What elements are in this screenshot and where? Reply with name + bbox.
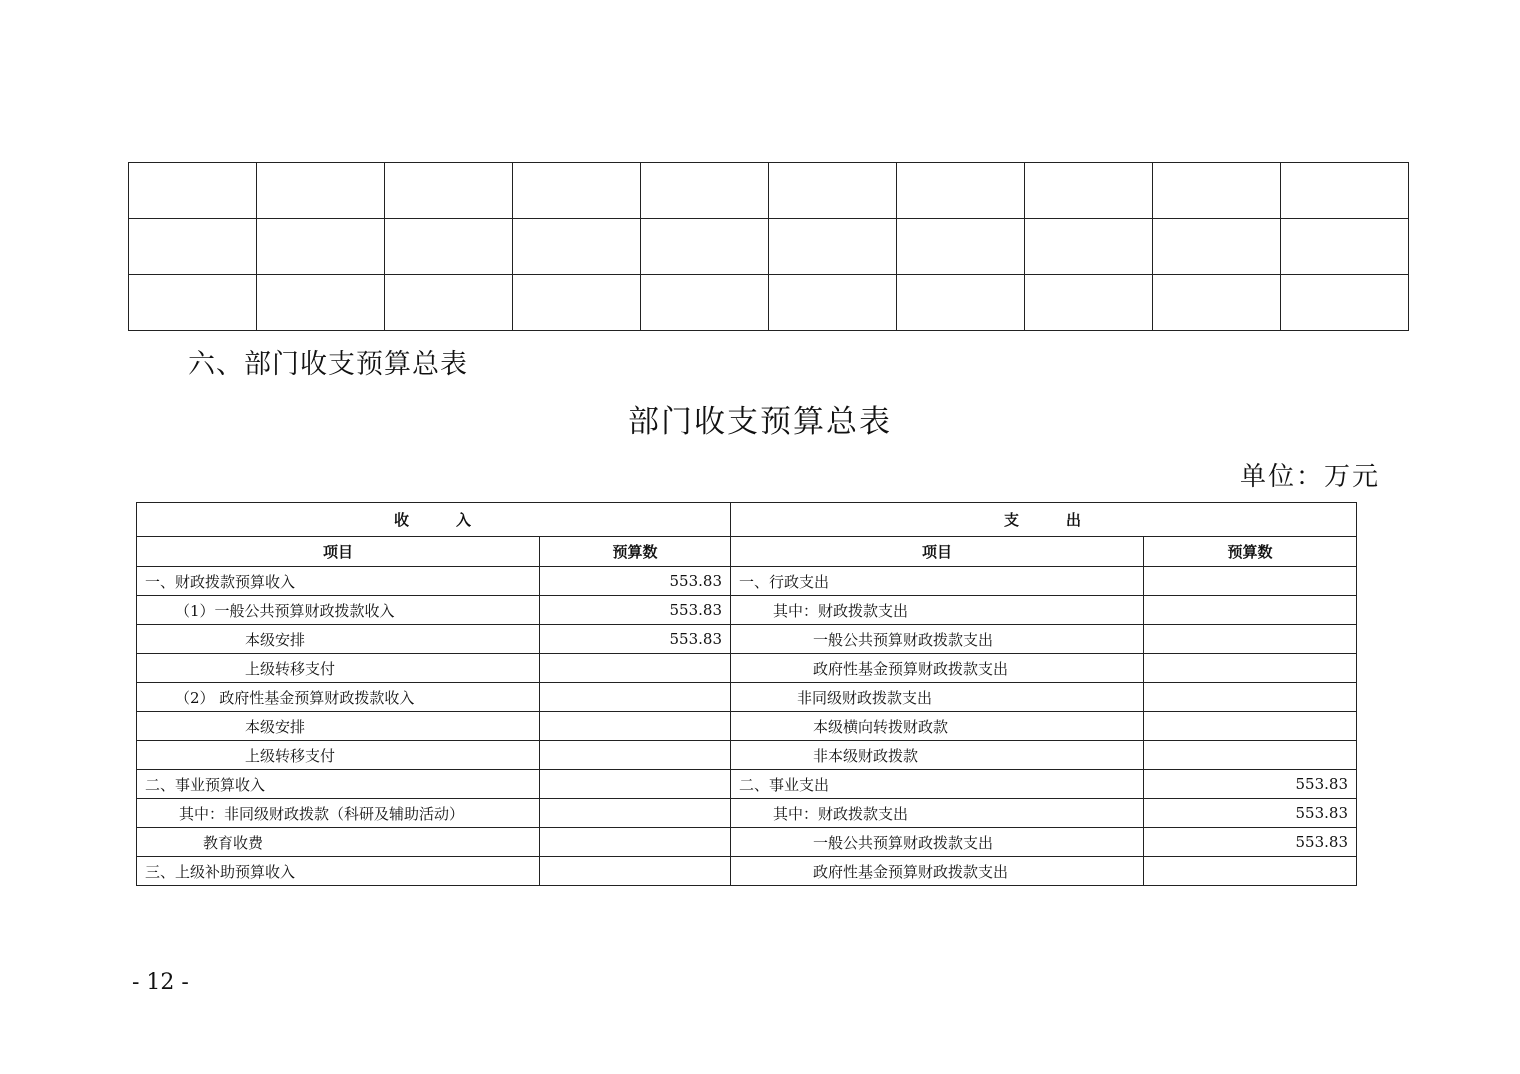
income-amount xyxy=(540,654,731,683)
expense-amount-header: 预算数 xyxy=(1144,537,1357,567)
expense-item: 非本级财政拨款 xyxy=(731,741,1144,770)
income-group-header: 收 入 xyxy=(137,503,731,537)
expense-item: 政府性基金预算财政拨款支出 xyxy=(731,654,1144,683)
income-amount xyxy=(540,741,731,770)
expense-item-header: 项目 xyxy=(731,537,1144,567)
table-row xyxy=(137,654,1357,683)
expense-group-header: 支 出 xyxy=(731,503,1357,537)
income-item: （1）一般公共预算财政拨款收入 xyxy=(137,596,540,625)
income-item-header: 项目 xyxy=(137,537,540,567)
income-amount xyxy=(540,712,731,741)
expense-amount: 553.83 xyxy=(1144,828,1357,857)
income-item: 一、财政拨款预算收入 xyxy=(137,567,540,596)
income-amount xyxy=(540,683,731,712)
income-amount xyxy=(540,770,731,799)
income-amount: 553.83 xyxy=(540,567,731,596)
expense-amount: 553.83 xyxy=(1144,799,1357,828)
expense-amount xyxy=(1144,857,1357,886)
expense-item: 一般公共预算财政拨款支出 xyxy=(731,828,1144,857)
page-number: - 12 - xyxy=(132,970,189,995)
group-header-row xyxy=(137,503,1357,537)
expense-item: 二、事业支出 xyxy=(731,770,1144,799)
unit-label: 单位：万元 xyxy=(1239,462,1380,492)
income-amount xyxy=(540,799,731,828)
empty-grid-row xyxy=(129,275,1409,331)
expense-amount: 553.83 xyxy=(1144,770,1357,799)
table-row xyxy=(137,741,1357,770)
income-item: 三、上级补助预算收入 xyxy=(137,857,540,886)
table-row xyxy=(137,828,1357,857)
income-item: 教育收费 xyxy=(137,828,540,857)
expense-amount xyxy=(1144,654,1357,683)
income-amount-header: 预算数 xyxy=(540,537,731,567)
table-row xyxy=(137,770,1357,799)
expense-item: 一般公共预算财政拨款支出 xyxy=(731,625,1144,654)
section-heading: 六、部门收支预算总表 xyxy=(188,349,468,380)
income-item: 上级转移支付 xyxy=(137,654,540,683)
expense-item: 一、行政支出 xyxy=(731,567,1144,596)
table-row xyxy=(137,625,1357,654)
table-row xyxy=(137,567,1357,596)
income-amount xyxy=(540,828,731,857)
empty-grid-row xyxy=(129,219,1409,275)
column-header-row xyxy=(137,537,1357,567)
income-item: 本级安排 xyxy=(137,712,540,741)
income-amount: 553.83 xyxy=(540,625,731,654)
budget-summary-table xyxy=(136,502,1357,886)
empty-grid-table xyxy=(128,162,1409,331)
expense-item: 政府性基金预算财政拨款支出 xyxy=(731,857,1144,886)
expense-amount xyxy=(1144,596,1357,625)
expense-amount xyxy=(1144,683,1357,712)
income-item: 上级转移支付 xyxy=(137,741,540,770)
expense-item: 其中：财政拨款支出 xyxy=(731,799,1144,828)
table-title: 部门收支预算总表 xyxy=(628,404,892,440)
table-row xyxy=(137,712,1357,741)
income-amount xyxy=(540,857,731,886)
income-item: 其中：非同级财政拨款（科研及辅助活动） xyxy=(137,799,540,828)
income-item: （2） 政府性基金预算财政拨款收入 xyxy=(137,683,540,712)
table-row xyxy=(137,596,1357,625)
expense-amount xyxy=(1144,712,1357,741)
income-item: 二、事业预算收入 xyxy=(137,770,540,799)
expense-item: 本级横向转拨财政款 xyxy=(731,712,1144,741)
expense-amount xyxy=(1144,625,1357,654)
table-row xyxy=(137,799,1357,828)
expense-item: 非同级财政拨款支出 xyxy=(731,683,1144,712)
expense-item: 其中：财政拨款支出 xyxy=(731,596,1144,625)
table-row xyxy=(137,683,1357,712)
income-amount: 553.83 xyxy=(540,596,731,625)
income-item: 本级安排 xyxy=(137,625,540,654)
table-row xyxy=(137,857,1357,886)
empty-grid-row xyxy=(129,163,1409,219)
expense-amount xyxy=(1144,567,1357,596)
expense-amount xyxy=(1144,741,1357,770)
